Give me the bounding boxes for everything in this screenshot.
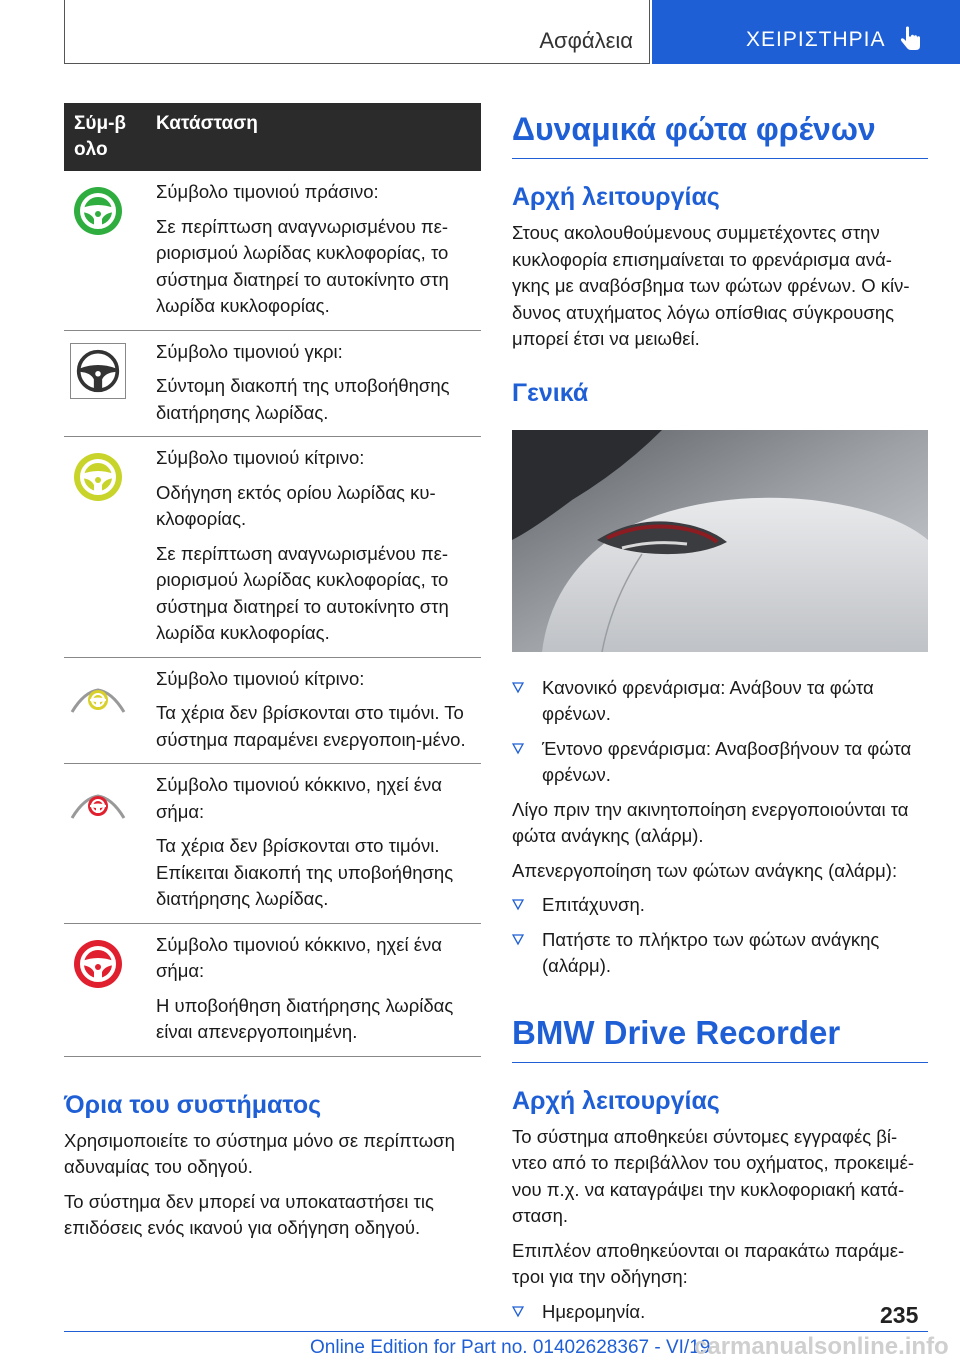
state-title: Σύμβολο τιμονιού κίτρινο: <box>156 447 365 468</box>
state-description: Σε περίπτωση αναγνωρισμένου πε-ριορισμού λωρίδας κυκλοφορίας, το σύστημα διατηρεί το αυτοκίνητο στη λωρίδα κυκλοφορίας. <box>156 215 449 316</box>
watermark: carmanualsonline.info <box>694 1333 949 1360</box>
steering-wheel-gray-icon <box>75 348 121 394</box>
state-title: Σύμβολο τιμονιού κόκκινο, ηχεί ένα σήμα: <box>156 774 442 822</box>
table-row <box>64 171 481 330</box>
drive-recorder-heading: BMW Drive Recorder <box>512 1014 928 1063</box>
state-cell <box>146 330 481 437</box>
table-row <box>64 437 481 658</box>
hazard-bullets <box>512 892 928 980</box>
symbol-cell <box>64 330 146 437</box>
recorder-bullets <box>512 1299 928 1326</box>
triangle-bullet-icon <box>512 1306 524 1318</box>
table-row <box>64 923 481 1056</box>
symbol-cell <box>64 923 146 1056</box>
section-tab <box>64 0 650 64</box>
general-heading: Γενικά <box>512 378 589 407</box>
recorder-params-text: Επιπλέον αποθηκεύονται οι παρακάτω παράμε-τροι για την οδήγηση: <box>512 1239 905 1287</box>
symbol-cell <box>64 764 146 924</box>
symbol-cell <box>64 171 146 330</box>
column-header-state: Κατάσταση <box>146 103 481 171</box>
state-cell <box>146 657 481 764</box>
recorder-text: Το σύστημα αποθηκεύει σύντομες εγγραφές βί-ντεο από το περιβάλλον του οχήματος, προκειμέ-νου π.χ. να καταγράψει την κυκλοφοριακή κατά-σταση. <box>512 1125 914 1226</box>
state-title: Σύμβολο τιμονιού κίτρινο: <box>156 667 365 689</box>
steering-wheel-yellow-icon <box>73 452 123 502</box>
right-column <box>512 103 928 1333</box>
hands-on-wheel-red-icon <box>70 784 126 824</box>
state-description: Οδήγηση εκτός ορίου λωρίδας κυ-κλοφορίας. <box>156 481 436 529</box>
limits-heading: Όρια του συστήματος <box>64 1090 322 1119</box>
table-header-row <box>64 103 481 171</box>
state-cell <box>146 764 481 924</box>
state-cell <box>146 171 481 330</box>
list-item: Επιτάχυνση. <box>512 892 928 919</box>
hand-pointer-icon <box>896 24 926 54</box>
state-description: Η υποβοήθηση διατήρησης λωρίδας είναι απενεργοποιημένη. <box>156 994 454 1042</box>
left-column <box>64 103 481 1250</box>
brake-lights-heading: Δυναμικά φώτα φρένων <box>512 103 928 159</box>
hands-on-wheel-yellow-icon <box>70 678 126 718</box>
page-number: 235 <box>880 1302 919 1328</box>
brake-light-photo <box>512 430 928 652</box>
recorder-principle-heading: Αρχή λειτουργίας <box>512 1086 720 1115</box>
triangle-bullet-icon <box>512 899 524 911</box>
symbol-table <box>64 103 481 1057</box>
table-row <box>64 764 481 924</box>
table-row <box>64 330 481 437</box>
brake-bullets <box>512 675 928 789</box>
state-title: Σύμβολο τιμονιού πράσινο: <box>156 181 379 202</box>
state-description: Σε περίπτωση αναγνωρισμένου πε-ριορισμού λωρίδας κυκλοφορίας, το σύστημα διατηρεί το αυτοκίνητο στη λωρίδα κυκλοφορίας. <box>156 542 449 643</box>
chapter-tab[interactable] <box>652 0 960 64</box>
list-item: Έντονο φρενάρισμα: Αναβοσβήνουν τα φώτα φρένων. <box>512 736 928 789</box>
state-title: Σύμβολο τιμονιού κόκκινο, ηχεί ένα σήμα: <box>156 933 442 981</box>
principle-heading: Αρχή λειτουργίας <box>512 183 720 211</box>
triangle-bullet-icon <box>512 743 524 755</box>
hazard-off-text: Απενεργοποίηση των φώτων ανάγκης (αλάρμ): <box>512 859 898 881</box>
state-description: Τα χέρια δεν βρίσκονται στο τιμόνι. Το σύστημα παραμένει ενεργοποιη-μένο. <box>156 702 466 750</box>
state-cell <box>146 923 481 1056</box>
hazard-text: Λίγο πριν την ακινητοποίηση ενεργοποιούνται τα φώτα ανάγκης (αλάρμ). <box>512 798 909 846</box>
symbol-cell <box>64 657 146 764</box>
symbol-cell <box>64 437 146 658</box>
triangle-bullet-icon <box>512 934 524 946</box>
steering-wheel-red-icon <box>73 939 123 989</box>
limits-paragraph: Το σύστημα δεν μπορεί να υποκαταστήσει τις επιδόσεις ενός ικανού για οδήγηση οδηγού. <box>64 1190 434 1238</box>
footer-divider <box>64 1331 928 1332</box>
list-item: Ημερομηνία. <box>512 1299 928 1326</box>
principle-text: Στους ακολουθούμενους συμμετέχοντες στην κυκλοφορία επισημαίνεται το φρενάρισμα ανά-γκης με αναβόσβημα των φώτων φρένων. Ο κίν-δυνος ατυχήματος λόγω οπίσθιας σύγκρουσης μπορεί έτσι να μειωθεί. <box>512 222 910 349</box>
edition-text: Online Edition for Part no. 01402628367 - VI/19 <box>310 1337 711 1358</box>
column-header-symbol: Σύμ-βολο <box>64 103 146 171</box>
state-description: Σύντομη διακοπή της υποβοήθησης διατήρησης λωρίδας. <box>156 375 450 423</box>
state-title: Σύμβολο τιμονιού γκρι: <box>156 340 343 362</box>
page-header <box>0 0 960 66</box>
chapter-title: ΧΕΙΡΙΣΤΗΡΙΑ <box>746 28 886 51</box>
list-item: Πατήστε το πλήκτρο των φώτων ανάγκης (αλάρμ). <box>512 927 928 980</box>
section-title: Ασφάλεια <box>539 28 633 53</box>
limits-paragraph: Χρησιμοποιείτε το σύστημα μόνο σε περίπτωση αδυναμίας του οδηγού. <box>64 1129 455 1177</box>
state-description: Τα χέρια δεν βρίσκονται στο τιμόνι. Επίκειται διακοπή της υποβοήθησης διατήρησης λωρίδας. <box>156 835 454 909</box>
table-row <box>64 657 481 764</box>
list-item: Κανονικό φρενάρισμα: Ανάβουν τα φώτα φρένων. <box>512 675 928 728</box>
state-cell <box>146 437 481 658</box>
steering-wheel-green-icon <box>73 186 123 236</box>
triangle-bullet-icon <box>512 682 524 694</box>
